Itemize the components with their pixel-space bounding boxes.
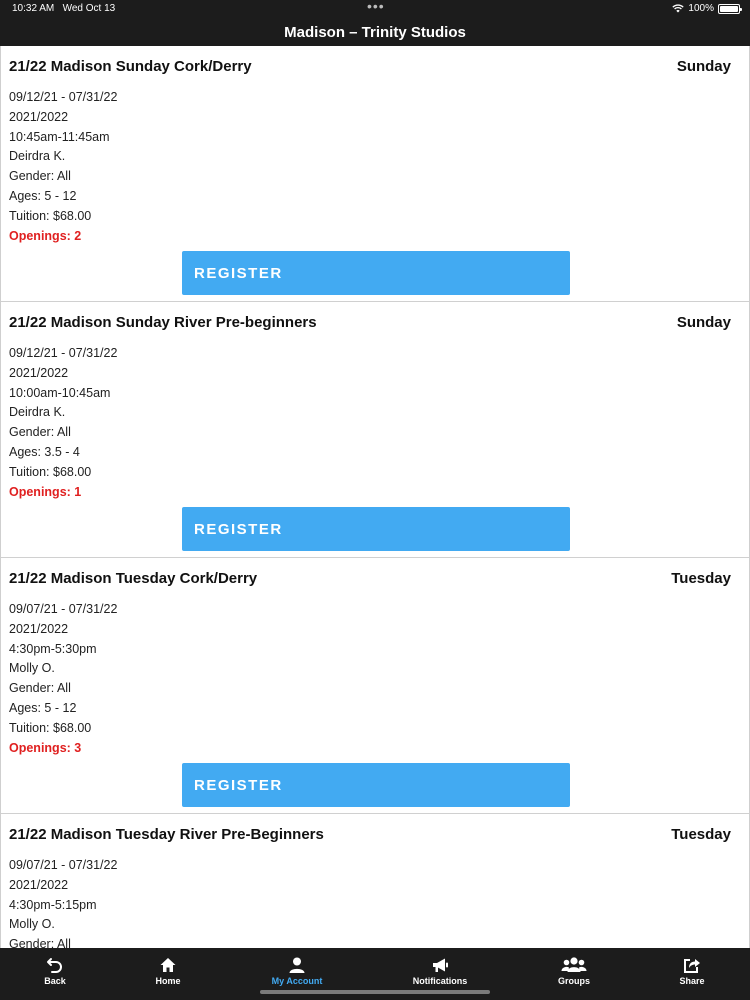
class-title: 21/22 Madison Sunday River Pre-beginners (9, 314, 317, 331)
class-season: 2021/2022 (9, 621, 69, 636)
class-list[interactable] (0, 46, 750, 948)
tab-label: My Account (271, 976, 323, 986)
tab-label: Share (679, 976, 705, 986)
status-time (12, 3, 115, 14)
groups-icon (561, 956, 587, 974)
class-details (9, 856, 117, 948)
class-season: 2021/2022 (9, 109, 69, 124)
class-instructor: Molly O. (9, 661, 55, 676)
class-dates: 09/07/21 - 07/31/22 (9, 858, 118, 872)
class-details (9, 600, 117, 758)
class-season: 2021/2022 (9, 877, 69, 892)
tab-my-account[interactable] (252, 956, 342, 986)
class-day: Sunday (676, 314, 731, 331)
class-ages: Ages: 3.5 - 4 (9, 444, 80, 459)
class-day: Tuesday (671, 570, 731, 587)
status-date: Wed Oct 13 (62, 3, 116, 14)
multitasking-dots[interactable]: ••• (367, 0, 385, 14)
class-instructor: Deirdra K. (9, 405, 66, 420)
class-tuition: Tuition: $68.00 (9, 720, 92, 735)
register-button[interactable]: REGISTER (182, 763, 570, 807)
account-icon (288, 956, 306, 974)
register-button[interactable]: REGISTER (182, 251, 570, 295)
class-instructor: Deirdra K. (9, 149, 66, 164)
tab-back[interactable] (10, 956, 100, 986)
class-gender: Gender: All (9, 681, 71, 696)
class-time: 4:30pm-5:30pm (9, 641, 97, 656)
class-card (1, 814, 749, 948)
class-title: 21/22 Madison Sunday Cork/Derry (9, 58, 252, 75)
class-dates: 09/12/21 - 07/31/22 (9, 346, 118, 360)
battery-percent: 100% (688, 3, 714, 14)
class-title: 21/22 Madison Tuesday Cork/Derry (9, 570, 258, 587)
class-card (1, 558, 749, 814)
class-title: 21/22 Madison Tuesday River Pre-Beginners (9, 826, 324, 843)
register-button[interactable]: REGISTER (182, 507, 570, 551)
class-time: 10:00am-10:45am (9, 385, 111, 400)
tab-home[interactable] (123, 956, 213, 986)
class-ages: Ages: 5 - 12 (9, 700, 77, 715)
tab-label: Home (155, 976, 181, 986)
home-indicator[interactable] (260, 990, 490, 994)
class-instructor: Molly O. (9, 917, 55, 932)
class-dates: 09/07/21 - 07/31/22 (9, 602, 118, 616)
class-details (9, 344, 117, 502)
class-dates: 09/12/21 - 07/31/22 (9, 90, 118, 104)
class-ages: Ages: 5 - 12 (9, 188, 77, 203)
battery-icon (718, 4, 740, 14)
class-time: 4:30pm-5:15pm (9, 897, 97, 912)
class-details (9, 88, 117, 246)
tab-notifications[interactable] (395, 956, 485, 986)
class-gender: Gender: All (9, 937, 71, 948)
class-day: Sunday (676, 58, 731, 75)
share-icon (683, 956, 701, 974)
tab-share[interactable] (647, 956, 737, 986)
class-day: Tuesday (671, 826, 731, 843)
back-icon (46, 956, 64, 974)
tab-label: Groups (557, 976, 590, 986)
tab-label: Notifications (412, 976, 468, 986)
class-card (1, 46, 749, 302)
status-right (672, 3, 740, 14)
megaphone-icon (431, 956, 449, 974)
home-icon (159, 956, 177, 974)
status-clock: 10:32 AM (12, 3, 55, 14)
page-title: Madison – Trinity Studios (284, 24, 466, 41)
class-season: 2021/2022 (9, 365, 69, 380)
class-gender: Gender: All (9, 169, 71, 184)
class-tuition: Tuition: $68.00 (9, 464, 92, 479)
class-tuition: Tuition: $68.00 (9, 208, 92, 223)
tab-groups[interactable] (529, 956, 619, 986)
class-time: 10:45am-11:45am (9, 129, 110, 144)
class-gender: Gender: All (9, 425, 71, 440)
class-openings: Openings: 1 (9, 484, 82, 499)
tab-label: Back (44, 976, 66, 986)
class-card (1, 302, 749, 558)
wifi-icon (672, 4, 684, 13)
status-bar (0, 0, 750, 20)
class-openings: Openings: 3 (9, 740, 82, 755)
class-openings: Openings: 2 (9, 228, 82, 243)
